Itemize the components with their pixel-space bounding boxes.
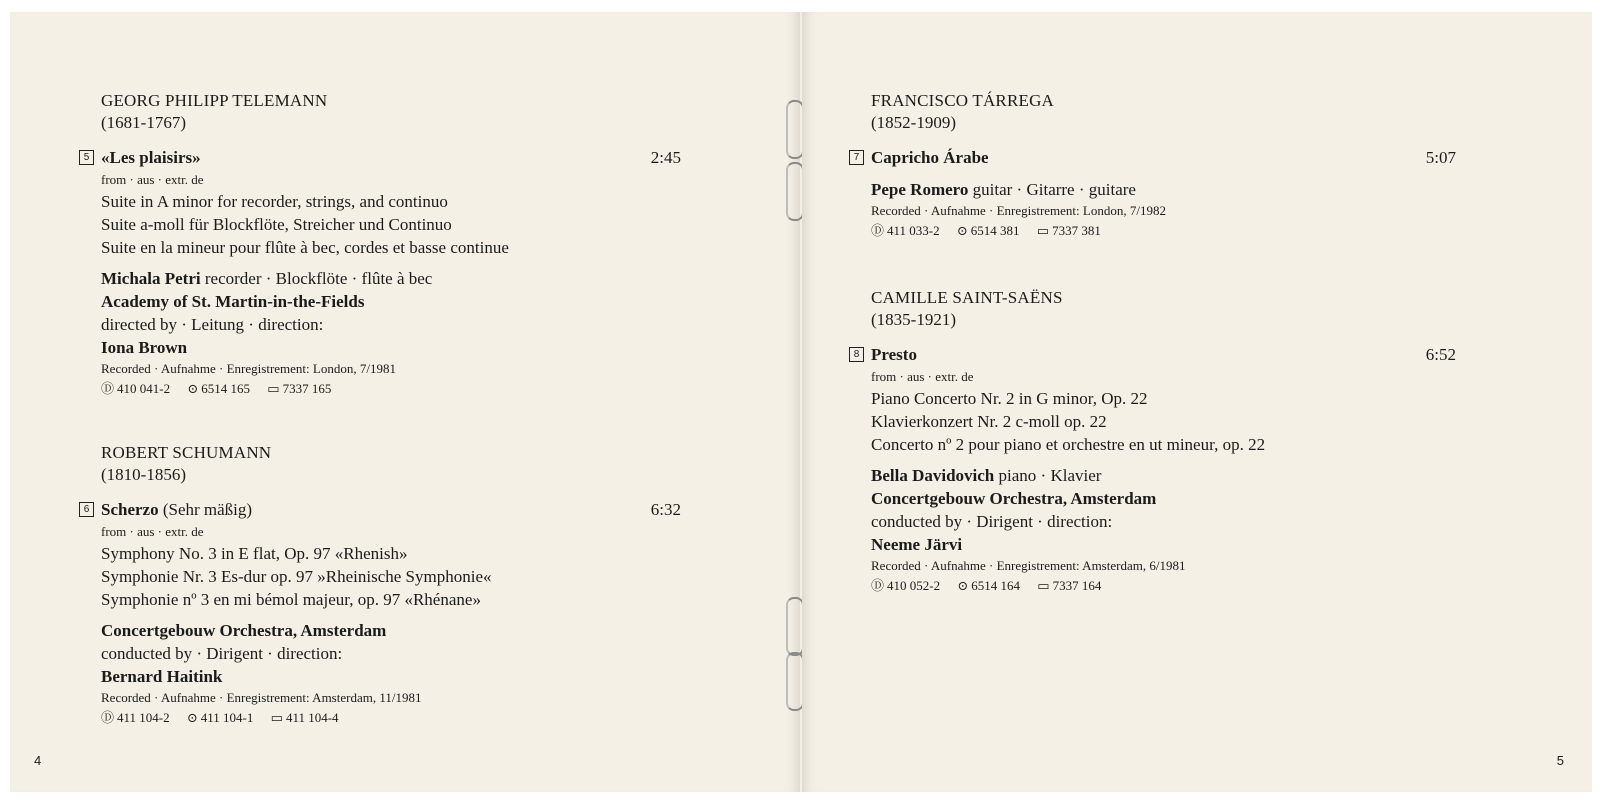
track-duration: 2:45 xyxy=(650,148,681,167)
telemann-entry xyxy=(83,90,681,399)
conducted-label: conducted by · Dirigent · direction: xyxy=(101,644,343,663)
conductor-name: Neeme Järvi xyxy=(871,535,963,554)
cd-icon: Ⓓ xyxy=(101,710,115,725)
composer-dates: (1835-1921) xyxy=(871,310,956,329)
recording-info: Recorded · Aufnahme · Enregistrement: London, 7/1981 xyxy=(101,361,396,376)
cassette-icon: ▭ xyxy=(267,381,280,396)
cd-catalog: 411 104-2 xyxy=(117,710,170,725)
soloist-name: Michala Petri xyxy=(101,269,201,288)
cd-catalog: 410 052-2 xyxy=(887,578,941,593)
catalog-numbers xyxy=(871,221,1456,241)
soloist-role: guitar · Gitarre · guitare xyxy=(968,180,1136,199)
track-title: Presto xyxy=(871,345,917,364)
mc-catalog: 7337 165 xyxy=(282,381,332,396)
composer-name: ROBERT SCHUMANN xyxy=(101,443,272,462)
schumann-entry xyxy=(83,442,681,728)
conductor-name: Bernard Haitink xyxy=(101,667,223,686)
left-page xyxy=(10,12,800,792)
track-number-box: 8 xyxy=(849,347,864,362)
cd-catalog: 411 033-2 xyxy=(887,223,940,238)
work-title-fr: Suite en la mineur pour flûte à bec, cordes et basse continue xyxy=(101,238,509,257)
cd-catalog: 410 041-2 xyxy=(117,381,171,396)
soloist-line xyxy=(101,267,681,290)
work-title-de: Suite a-moll für Blockflöte, Streicher und Continuo xyxy=(101,215,452,234)
work-title-en: Symphony No. 3 in E flat, Op. 97 «Rhenish» xyxy=(101,544,408,563)
catalog-numbers xyxy=(101,379,681,399)
recording-info: Recorded · Aufnahme · Enregistrement: Amsterdam, 6/1981 xyxy=(871,558,1186,573)
ensemble-name: Academy of St. Martin-in-the-Fields xyxy=(101,292,365,311)
lp-icon: ⊙ xyxy=(186,710,198,725)
work-title-de: Klavierkonzert Nr. 2 c-moll op. 22 xyxy=(871,412,1107,431)
recording-info: Recorded · Aufnahme · Enregistrement: Amsterdam, 11/1981 xyxy=(101,690,422,705)
saint-saens-entry xyxy=(853,287,1456,596)
composer-dates: (1852-1909) xyxy=(871,113,956,132)
track-title: Capricho Árabe xyxy=(871,148,989,167)
work-title-fr: Symphonie nº 3 en mi bémol majeur, op. 97 «Rhénane» xyxy=(101,590,481,609)
page-number: 5 xyxy=(1556,753,1564,768)
composer-dates: (1810-1856) xyxy=(101,465,186,484)
catalog-numbers xyxy=(101,708,681,728)
track-title: Scherzo xyxy=(101,500,159,519)
from-label: from · aus · extr. de xyxy=(101,172,204,187)
lp-catalog: 6514 164 xyxy=(971,578,1021,593)
soloist-role: piano · Klavier xyxy=(994,466,1102,485)
track-duration: 6:52 xyxy=(1425,345,1456,364)
soloist-line xyxy=(871,464,1456,487)
mc-catalog: 7337 381 xyxy=(1052,223,1101,238)
conducted-label: conducted by · Dirigent · direction: xyxy=(871,512,1113,531)
lp-icon: ⊙ xyxy=(956,223,968,238)
lp-catalog: 411 104-1 xyxy=(200,710,254,725)
soloist-name: Pepe Romero xyxy=(871,180,969,199)
tarrega-entry xyxy=(853,90,1456,241)
track-8 xyxy=(853,343,1456,367)
work-title-de: Symphonie Nr. 3 Es-dur op. 97 »Rheinische Symphonie« xyxy=(101,567,492,586)
right-page xyxy=(802,12,1592,792)
cd-icon: Ⓓ xyxy=(871,578,885,593)
composer-name: FRANCISCO TÁRREGA xyxy=(871,91,1055,110)
composer-name: CAMILLE SAINT-SAËNS xyxy=(871,288,1063,307)
track-number-box: 6 xyxy=(79,502,94,517)
soloist-role: recorder · Blockflöte · flûte à bec xyxy=(200,269,433,288)
soloist-name: Bella Davidovich xyxy=(871,466,995,485)
lp-catalog: 6514 381 xyxy=(970,223,1020,238)
track-duration: 5:07 xyxy=(1425,148,1456,167)
track-number-box: 5 xyxy=(79,150,94,165)
cassette-icon: ▭ xyxy=(270,710,283,725)
lp-icon: ⊙ xyxy=(187,381,199,396)
catalog-numbers xyxy=(871,576,1456,596)
directed-label: directed by · Leitung · direction: xyxy=(101,315,324,334)
lp-catalog: 6514 165 xyxy=(201,381,251,396)
mc-catalog: 7337 164 xyxy=(1052,578,1102,593)
cassette-icon: ▭ xyxy=(1037,578,1050,593)
cassette-icon: ▭ xyxy=(1036,223,1050,238)
work-title-en: Suite in A minor for recorder, strings, and continuo xyxy=(101,192,448,211)
cd-icon: Ⓓ xyxy=(101,381,115,396)
track-7 xyxy=(853,146,1456,170)
track-number-box: 7 xyxy=(849,150,864,165)
booklet-spread xyxy=(10,12,1592,792)
work-title-fr: Concerto nº 2 pour piano et orchestre en ut mineur, op. 22 xyxy=(871,435,1266,454)
ensemble-name: Concertgebouw Orchestra, Amsterdam xyxy=(101,621,387,640)
mc-catalog: 411 104-4 xyxy=(285,710,339,725)
track-subtitle: (Sehr mäßig) xyxy=(158,500,253,519)
director-name: Iona Brown xyxy=(101,338,188,357)
track-6 xyxy=(83,498,681,522)
composer-dates: (1681-1767) xyxy=(101,113,186,132)
track-duration: 6:32 xyxy=(650,500,681,519)
from-label: from · aus · extr. de xyxy=(871,369,974,384)
recording-info: Recorded · Aufnahme · Enregistrement: London, 7/1982 xyxy=(871,203,1166,218)
from-label: from · aus · extr. de xyxy=(101,524,204,539)
cd-icon: Ⓓ xyxy=(871,223,885,238)
ensemble-name: Concertgebouw Orchestra, Amsterdam xyxy=(871,489,1157,508)
track-5 xyxy=(83,146,681,170)
composer-name: GEORG PHILIPP TELEMANN xyxy=(101,91,328,110)
lp-icon: ⊙ xyxy=(957,578,969,593)
soloist-line xyxy=(871,178,1456,201)
page-number: 4 xyxy=(34,753,42,768)
track-title: «Les plaisirs» xyxy=(101,148,201,167)
work-title-en: Piano Concerto Nr. 2 in G minor, Op. 22 xyxy=(871,389,1148,408)
